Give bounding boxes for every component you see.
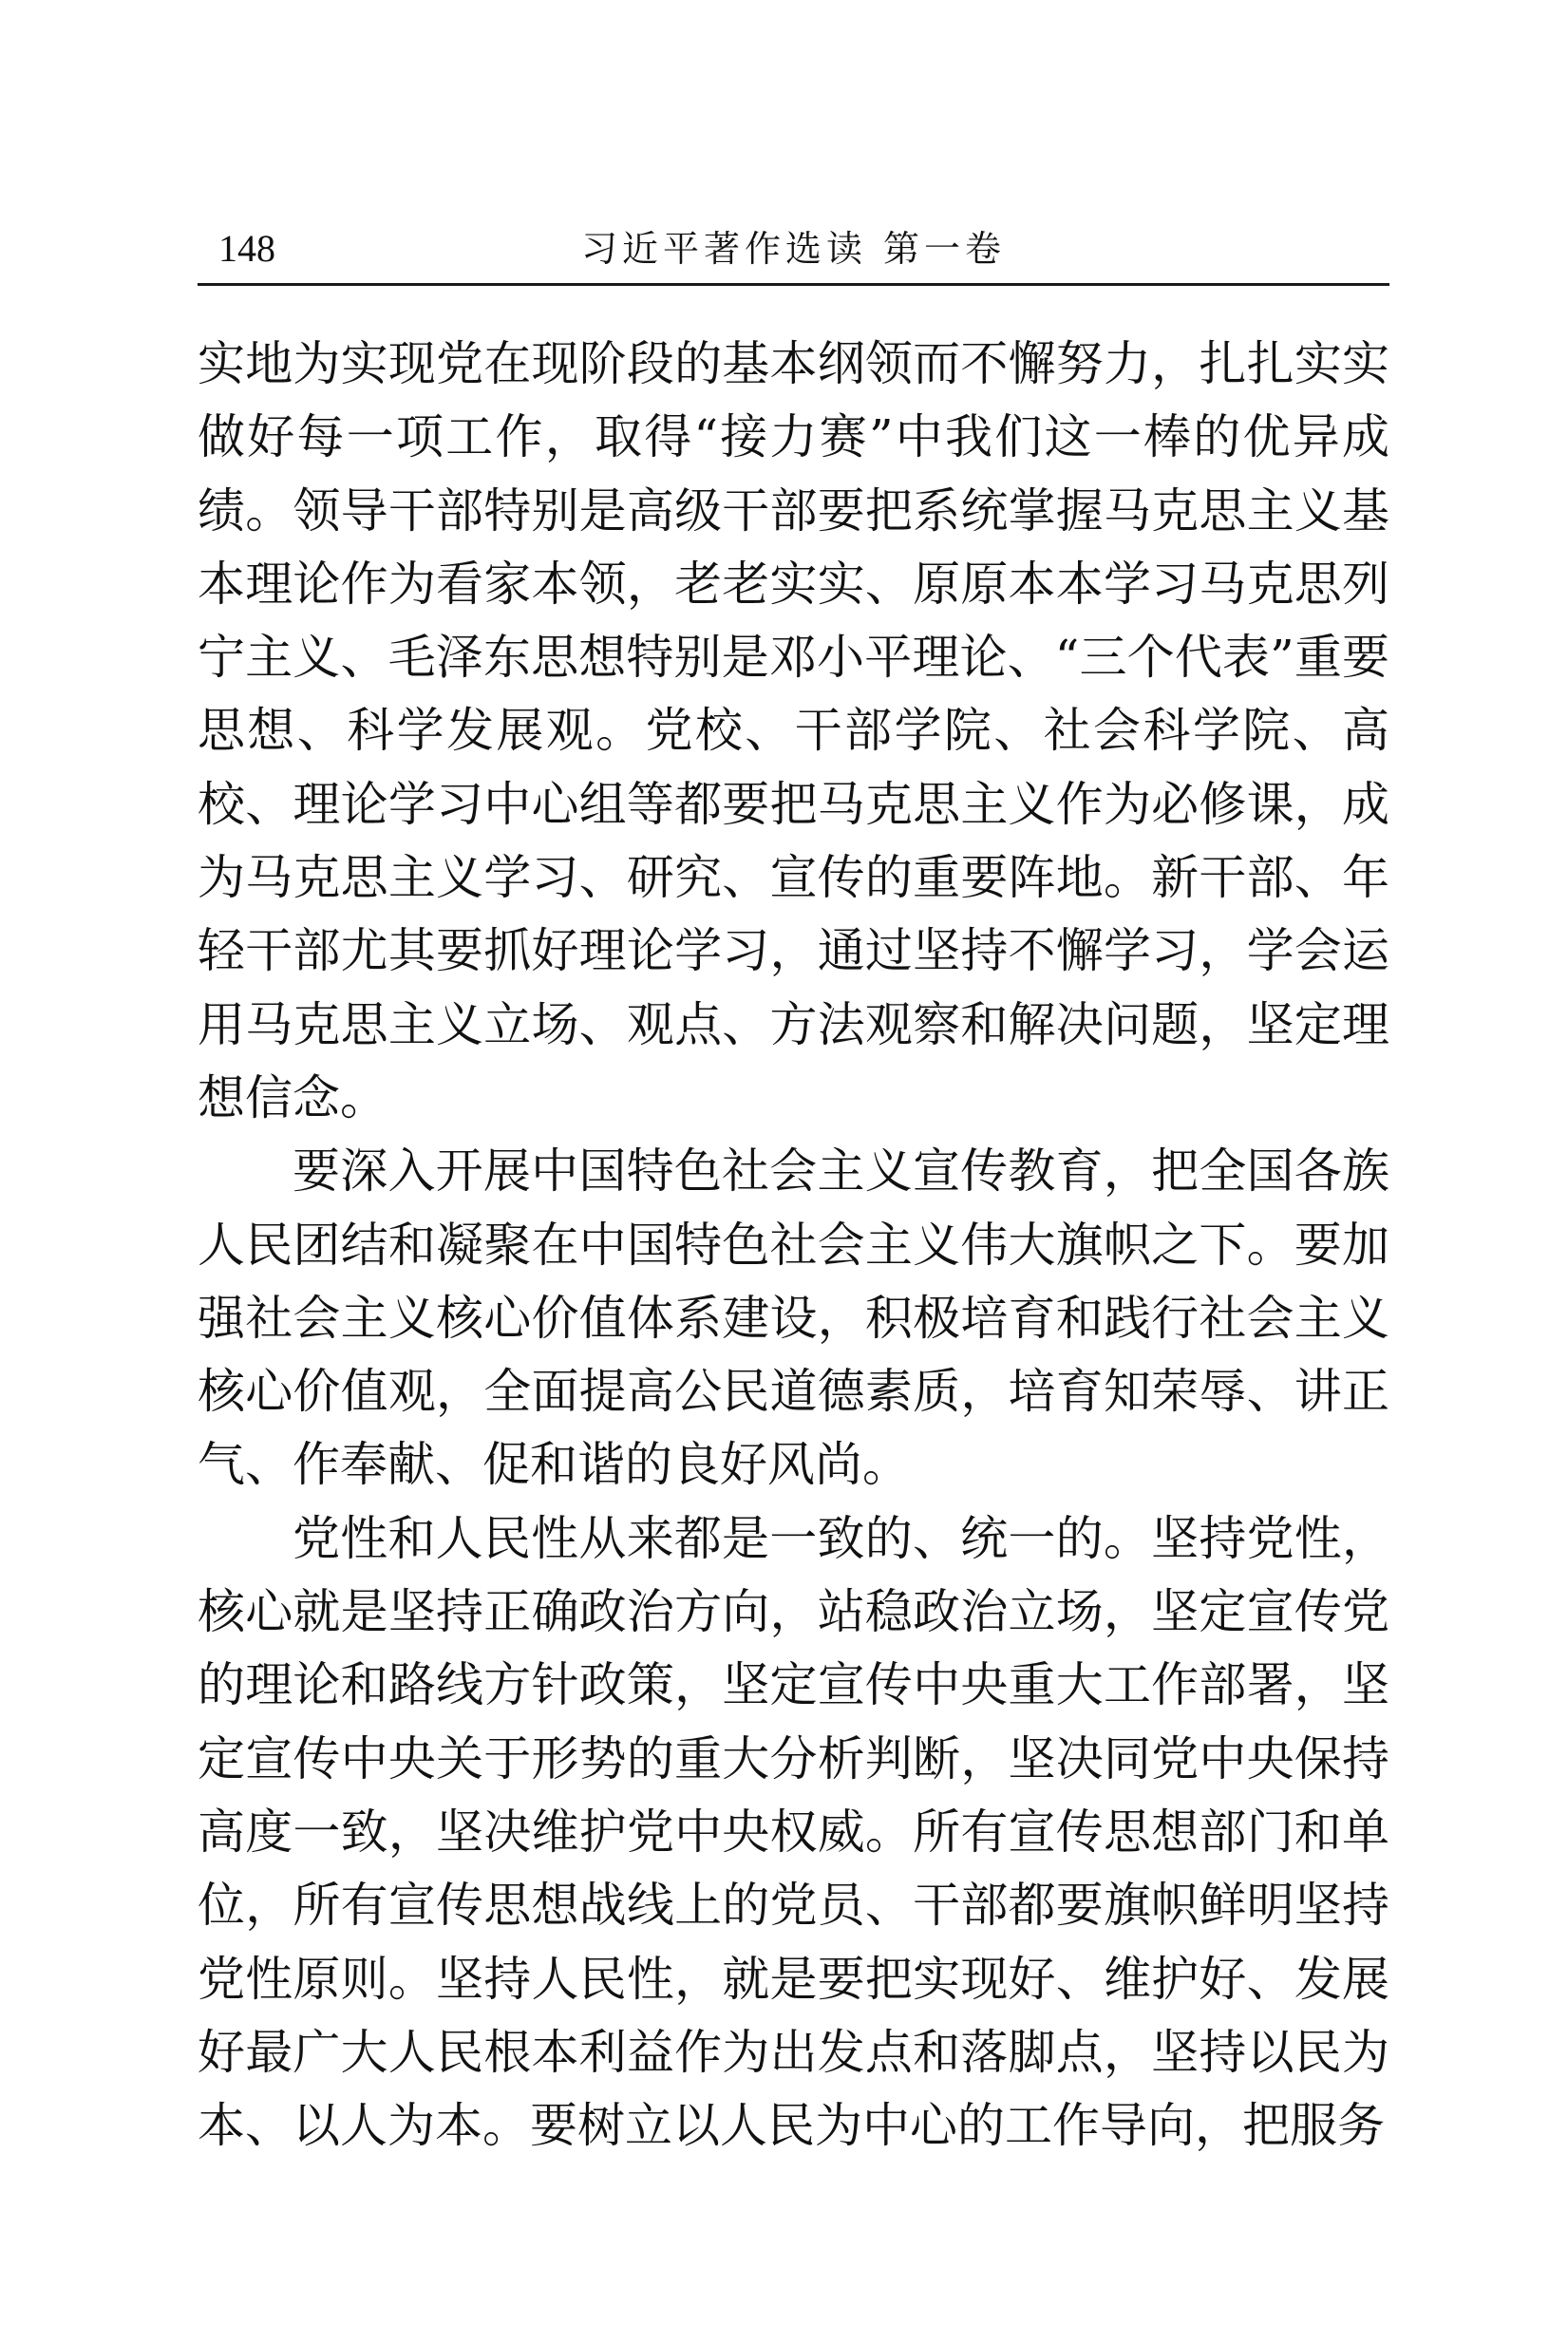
body-text <box>198 328 1389 2163</box>
paragraph-continued: 实地为实现党在现阶段的基本纲领而不懈努力，扎扎实实做好每一项工作，取得“接力赛”中我们这一棒的优异成绩。领导干部特别是高级干部要把系统掌握马克思主义基本理论作为看家本领，老老实实、原原本本学习马克思列宁主义、毛泽东思想特别是邓小平理论、“三个代表”重要思想、科学发展观。党校、干部学院、社会科学院、高校、理论学习中心组等都要把马克思主义作为必修课，成为马克思主义学习、研究、宣传的重要阵地。新干部、年轻干部尤其要抓好理论学习，通过坚持不懈学习，学会运用马克思主义立场、观点、方法观察和解决问题，坚定理想信念。 <box>198 336 1389 1125</box>
paragraph: 要深入开展中国特色社会主义宣传教育，把全国各族人民团结和凝聚在中国特色社会主义伟大旗帜之下。要加强社会主义核心价值体系建设，积极培育和践行社会主义核心价值观，全面提高公民道德素质，培育知荣辱、讲正气、作奉献、促和谐的良好风尚。 <box>198 1143 1389 1493</box>
running-title: 习近平著作选读 第一卷 <box>580 228 1007 270</box>
page-number: 148 <box>218 227 275 270</box>
page-header <box>198 209 1389 286</box>
paragraph: 党性和人民性从来都是一致的、统一的。坚持党性，核心就是坚持正确政治方向，站稳政治立场，坚定宣传党的理论和路线方针政策，坚定宣传中央重大工作部署，坚定宣传中央关于形势的重大分析判断，坚决同党中央保持高度一致，坚决维护党中央权威。所有宣传思想部门和单位，所有宣传思想战线上的党员、干部都要旗帜鲜明坚持党性原则。坚持人民性，就是要把实现好、维护好、发展好最广大人民根本利益作为出发点和落脚点，坚持以民为本、以人为本。要树立以人民为中心的工作导向，把服务 <box>198 1510 1389 2154</box>
